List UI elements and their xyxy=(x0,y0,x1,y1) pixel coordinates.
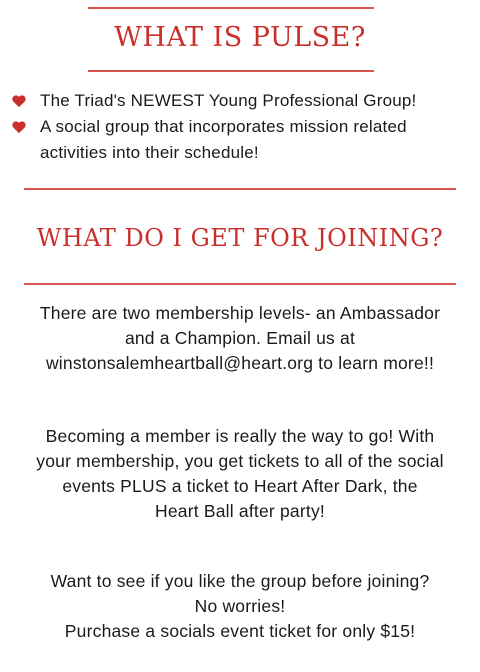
section-heading-what-do-i-get: WHAT DO I GET FOR JOINING? xyxy=(36,224,444,252)
section-heading-what-is-pulse: WHAT IS PULSE? xyxy=(114,22,366,53)
divider-top-1 xyxy=(88,7,374,9)
list-item xyxy=(12,88,472,114)
divider-bottom-2 xyxy=(24,283,456,285)
paragraph-line: Want to see if you like the group before joining? xyxy=(50,571,430,591)
paragraph-line: events PLUS a ticket to Heart After Dark, the xyxy=(62,476,418,496)
heart-icon xyxy=(12,94,26,108)
bullet-line: A social group that incorporates mission related xyxy=(40,117,407,136)
pulse-bullet-list xyxy=(12,88,472,166)
paragraph-line: your membership, you get tickets to all of the social xyxy=(36,451,444,471)
bullet-line: activities into their schedule! xyxy=(40,143,259,162)
bullet-line: The Triad's NEWEST Young Professional Group! xyxy=(40,91,417,110)
membership-benefits-paragraph xyxy=(0,424,480,524)
bullet-text xyxy=(40,114,407,166)
divider-top-2 xyxy=(24,188,456,190)
paragraph-line: Becoming a member is really the way to go! With xyxy=(45,426,435,446)
membership-levels-paragraph xyxy=(0,301,480,376)
paragraph-line: winstonsalemheartball@heart.org to learn more!! xyxy=(45,353,435,373)
bullet-text xyxy=(40,88,416,114)
list-item xyxy=(12,114,472,166)
try-before-joining-paragraph xyxy=(0,569,480,644)
heart-icon xyxy=(12,120,26,134)
paragraph-line: Heart Ball after party! xyxy=(155,501,325,521)
divider-bottom-1 xyxy=(88,70,374,72)
paragraph-line: Purchase a socials event ticket for only $15! xyxy=(64,621,416,641)
paragraph-line: There are two membership levels- an Ambassador xyxy=(39,303,441,323)
paragraph-line: No worries! xyxy=(194,596,286,616)
paragraph-line: and a Champion. Email us at xyxy=(124,328,356,348)
